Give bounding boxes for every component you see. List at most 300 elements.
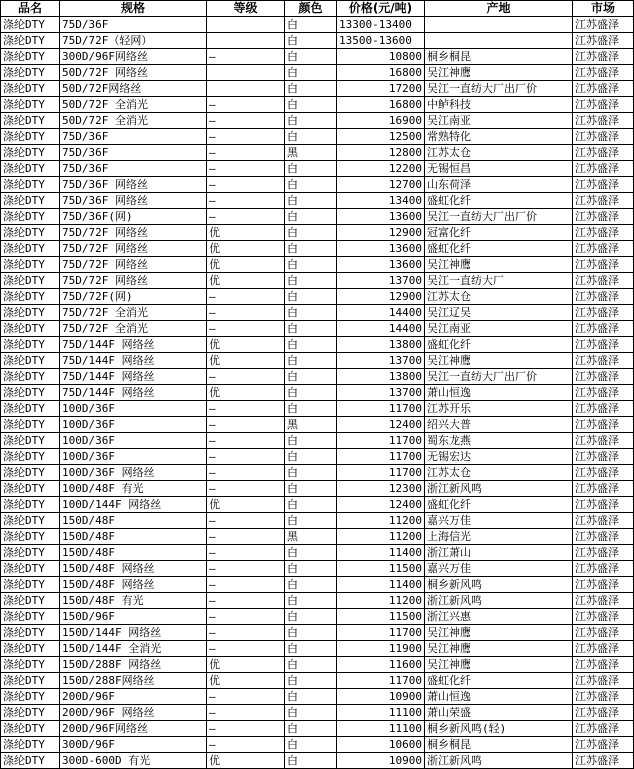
cell-color: 白	[285, 305, 337, 321]
cell-product: 涤纶DTY	[1, 401, 60, 417]
table-row	[1, 33, 634, 49]
cell-product: 涤纶DTY	[1, 657, 60, 673]
header-product: 品名	[1, 1, 60, 17]
cell-price: 11200	[337, 593, 425, 609]
table-row	[1, 209, 634, 225]
cell-origin: 中鲈科技	[425, 97, 573, 113]
cell-color: 白	[285, 65, 337, 81]
cell-price: 13600	[337, 209, 425, 225]
cell-grade: 优	[207, 673, 285, 689]
cell-spec: 150D/48F 有光	[60, 593, 207, 609]
cell-color: 白	[285, 353, 337, 369]
cell-product: 涤纶DTY	[1, 369, 60, 385]
cell-market: 江苏盛泽	[573, 113, 634, 129]
cell-product: 涤纶DTY	[1, 257, 60, 273]
cell-grade: 优	[207, 337, 285, 353]
cell-product: 涤纶DTY	[1, 609, 60, 625]
cell-product: 涤纶DTY	[1, 65, 60, 81]
cell-price: 11200	[337, 529, 425, 545]
header-market: 市场	[573, 1, 634, 17]
cell-product: 涤纶DTY	[1, 705, 60, 721]
header-spec: 规格	[60, 1, 207, 17]
table-row	[1, 353, 634, 369]
cell-price: 16800	[337, 65, 425, 81]
cell-origin: 吴江神鹰	[425, 625, 573, 641]
cell-grade: —	[207, 593, 285, 609]
cell-product: 涤纶DTY	[1, 625, 60, 641]
table-row	[1, 257, 634, 273]
header-price: 价格(元/吨)	[337, 1, 425, 17]
cell-grade	[207, 65, 285, 81]
cell-product: 涤纶DTY	[1, 673, 60, 689]
cell-color: 白	[285, 673, 337, 689]
cell-spec: 75D/72F（轻网）	[60, 33, 207, 49]
cell-market: 江苏盛泽	[573, 705, 634, 721]
table-row	[1, 609, 634, 625]
cell-grade: 优	[207, 657, 285, 673]
cell-color: 白	[285, 465, 337, 481]
cell-color: 白	[285, 385, 337, 401]
cell-color: 白	[285, 401, 337, 417]
cell-price: 12200	[337, 161, 425, 177]
table-row	[1, 273, 634, 289]
cell-origin: 盛虹化纤	[425, 673, 573, 689]
cell-market: 江苏盛泽	[573, 161, 634, 177]
cell-price: 16900	[337, 113, 425, 129]
cell-color: 黑	[285, 417, 337, 433]
cell-origin: 吴江辽吴	[425, 305, 573, 321]
cell-color: 白	[285, 129, 337, 145]
cell-color: 黑	[285, 529, 337, 545]
cell-price: 11700	[337, 465, 425, 481]
cell-spec: 150D/288F网络丝	[60, 673, 207, 689]
cell-grade: —	[207, 609, 285, 625]
table-row	[1, 289, 634, 305]
cell-color: 白	[285, 737, 337, 753]
cell-grade: —	[207, 401, 285, 417]
cell-origin: 吴江一直纺大厂出厂价	[425, 209, 573, 225]
cell-price: 10900	[337, 753, 425, 769]
cell-color: 白	[285, 257, 337, 273]
cell-origin: 吴江一直纺大厂出厂价	[425, 369, 573, 385]
cell-price: 12300	[337, 481, 425, 497]
cell-grade: —	[207, 369, 285, 385]
cell-price: 13300-13400	[337, 17, 425, 33]
cell-color: 白	[285, 241, 337, 257]
cell-origin: 盛虹化纤	[425, 241, 573, 257]
cell-spec: 75D/144F 网络丝	[60, 337, 207, 353]
cell-product: 涤纶DTY	[1, 737, 60, 753]
cell-market: 江苏盛泽	[573, 673, 634, 689]
cell-spec: 75D/36F 网络丝	[60, 193, 207, 209]
table-row	[1, 433, 634, 449]
cell-color: 白	[285, 337, 337, 353]
table-row	[1, 401, 634, 417]
cell-origin: 无锡恒昌	[425, 161, 573, 177]
cell-origin: 江苏太仓	[425, 145, 573, 161]
cell-product: 涤纶DTY	[1, 321, 60, 337]
table-row	[1, 225, 634, 241]
cell-spec: 150D/144F 网络丝	[60, 625, 207, 641]
cell-price: 11900	[337, 641, 425, 657]
cell-product: 涤纶DTY	[1, 113, 60, 129]
cell-price: 11400	[337, 545, 425, 561]
table-row	[1, 161, 634, 177]
cell-grade	[207, 81, 285, 97]
cell-origin: 嘉兴万佳	[425, 513, 573, 529]
cell-origin: 绍兴大普	[425, 417, 573, 433]
cell-price: 12900	[337, 225, 425, 241]
cell-color: 白	[285, 545, 337, 561]
cell-origin: 嘉兴万佳	[425, 561, 573, 577]
cell-product: 涤纶DTY	[1, 129, 60, 145]
cell-market: 江苏盛泽	[573, 497, 634, 513]
cell-spec: 75D/36F	[60, 145, 207, 161]
cell-price: 10600	[337, 737, 425, 753]
cell-spec: 50D/72F 全消光	[60, 113, 207, 129]
cell-grade: —	[207, 721, 285, 737]
header-row	[1, 1, 634, 17]
cell-market: 江苏盛泽	[573, 33, 634, 49]
cell-market: 江苏盛泽	[573, 737, 634, 753]
cell-origin: 蜀东龙燕	[425, 433, 573, 449]
cell-product: 涤纶DTY	[1, 497, 60, 513]
cell-spec: 75D/72F 全消光	[60, 305, 207, 321]
cell-origin: 盛虹化纤	[425, 193, 573, 209]
cell-market: 江苏盛泽	[573, 401, 634, 417]
cell-color: 白	[285, 721, 337, 737]
cell-spec: 100D/144F 网络丝	[60, 497, 207, 513]
table-row	[1, 17, 634, 33]
cell-spec: 75D/72F 网络丝	[60, 241, 207, 257]
cell-spec: 150D/144F 全消光	[60, 641, 207, 657]
header-color: 颜色	[285, 1, 337, 17]
cell-grade: —	[207, 513, 285, 529]
cell-market: 江苏盛泽	[573, 145, 634, 161]
table-row	[1, 65, 634, 81]
cell-product: 涤纶DTY	[1, 465, 60, 481]
cell-origin: 吴江神鹰	[425, 657, 573, 673]
cell-market: 江苏盛泽	[573, 529, 634, 545]
cell-price: 11700	[337, 433, 425, 449]
table-row	[1, 593, 634, 609]
cell-price: 12900	[337, 289, 425, 305]
cell-product: 涤纶DTY	[1, 545, 60, 561]
cell-grade: —	[207, 49, 285, 65]
cell-market: 江苏盛泽	[573, 209, 634, 225]
cell-product: 涤纶DTY	[1, 17, 60, 33]
cell-product: 涤纶DTY	[1, 177, 60, 193]
table-row	[1, 449, 634, 465]
cell-spec: 75D/144F 网络丝	[60, 385, 207, 401]
cell-spec: 150D/48F	[60, 513, 207, 529]
cell-spec: 100D/36F	[60, 449, 207, 465]
cell-market: 江苏盛泽	[573, 193, 634, 209]
cell-spec: 150D/48F	[60, 529, 207, 545]
cell-color: 白	[285, 321, 337, 337]
cell-origin: 吴江南亚	[425, 321, 573, 337]
cell-grade: —	[207, 113, 285, 129]
table-row	[1, 465, 634, 481]
cell-grade: 优	[207, 225, 285, 241]
cell-color: 白	[285, 369, 337, 385]
cell-product: 涤纶DTY	[1, 449, 60, 465]
table-row	[1, 641, 634, 657]
cell-market: 江苏盛泽	[573, 577, 634, 593]
table-row	[1, 369, 634, 385]
cell-spec: 75D/72F 网络丝	[60, 225, 207, 241]
table-row	[1, 497, 634, 513]
table-row	[1, 561, 634, 577]
cell-color: 白	[285, 193, 337, 209]
cell-origin: 浙江萧山	[425, 545, 573, 561]
cell-spec: 75D/36F(网)	[60, 209, 207, 225]
cell-market: 江苏盛泽	[573, 273, 634, 289]
cell-origin: 上海信光	[425, 529, 573, 545]
cell-price: 11700	[337, 449, 425, 465]
cell-spec: 200D/96F网络丝	[60, 721, 207, 737]
cell-origin: 浙江新风鸣	[425, 593, 573, 609]
cell-spec: 200D/96F 网络丝	[60, 705, 207, 721]
cell-market: 江苏盛泽	[573, 609, 634, 625]
cell-market: 江苏盛泽	[573, 81, 634, 97]
cell-origin: 常熟特化	[425, 129, 573, 145]
cell-product: 涤纶DTY	[1, 337, 60, 353]
cell-market: 江苏盛泽	[573, 721, 634, 737]
cell-origin: 桐乡新风鸣(轻)	[425, 721, 573, 737]
cell-grade: —	[207, 705, 285, 721]
cell-product: 涤纶DTY	[1, 305, 60, 321]
cell-market: 江苏盛泽	[573, 513, 634, 529]
cell-spec: 100D/48F 有光	[60, 481, 207, 497]
cell-market: 江苏盛泽	[573, 593, 634, 609]
cell-price: 11700	[337, 401, 425, 417]
cell-origin: 江苏开乐	[425, 401, 573, 417]
cell-grade: —	[207, 161, 285, 177]
cell-origin: 盛虹化纤	[425, 497, 573, 513]
cell-color: 白	[285, 689, 337, 705]
cell-market: 江苏盛泽	[573, 257, 634, 273]
cell-market: 江苏盛泽	[573, 337, 634, 353]
cell-grade: 优	[207, 753, 285, 769]
cell-origin: 吴江神鹰	[425, 353, 573, 369]
cell-origin: 浙江兴惠	[425, 609, 573, 625]
table-row	[1, 97, 634, 113]
cell-product: 涤纶DTY	[1, 641, 60, 657]
table-row	[1, 321, 634, 337]
cell-market: 江苏盛泽	[573, 561, 634, 577]
cell-spec: 50D/72F 全消光	[60, 97, 207, 113]
cell-price: 11100	[337, 705, 425, 721]
table-row	[1, 753, 634, 769]
cell-spec: 150D/48F 网络丝	[60, 561, 207, 577]
cell-color: 白	[285, 625, 337, 641]
cell-market: 江苏盛泽	[573, 321, 634, 337]
cell-product: 涤纶DTY	[1, 353, 60, 369]
cell-grade	[207, 33, 285, 49]
cell-product: 涤纶DTY	[1, 385, 60, 401]
cell-market: 江苏盛泽	[573, 641, 634, 657]
cell-price: 12700	[337, 177, 425, 193]
cell-color: 白	[285, 113, 337, 129]
cell-color: 白	[285, 433, 337, 449]
cell-product: 涤纶DTY	[1, 721, 60, 737]
cell-product: 涤纶DTY	[1, 161, 60, 177]
cell-grade: —	[207, 97, 285, 113]
cell-product: 涤纶DTY	[1, 241, 60, 257]
cell-color: 白	[285, 449, 337, 465]
cell-market: 江苏盛泽	[573, 481, 634, 497]
cell-grade: —	[207, 625, 285, 641]
cell-market: 江苏盛泽	[573, 17, 634, 33]
table-row	[1, 513, 634, 529]
cell-spec: 75D/36F	[60, 161, 207, 177]
cell-product: 涤纶DTY	[1, 209, 60, 225]
cell-spec: 300D/96F	[60, 737, 207, 753]
cell-market: 江苏盛泽	[573, 353, 634, 369]
cell-color: 黑	[285, 145, 337, 161]
table-row	[1, 145, 634, 161]
cell-market: 江苏盛泽	[573, 385, 634, 401]
cell-origin: 吴江一直纺大厂	[425, 273, 573, 289]
cell-color: 白	[285, 273, 337, 289]
cell-product: 涤纶DTY	[1, 753, 60, 769]
cell-spec: 100D/36F 网络丝	[60, 465, 207, 481]
cell-spec: 100D/36F	[60, 417, 207, 433]
cell-price: 16800	[337, 97, 425, 113]
cell-spec: 75D/72F 网络丝	[60, 257, 207, 273]
cell-origin: 无锡宏达	[425, 449, 573, 465]
cell-product: 涤纶DTY	[1, 193, 60, 209]
cell-product: 涤纶DTY	[1, 593, 60, 609]
table-row	[1, 705, 634, 721]
table-row	[1, 113, 634, 129]
cell-color: 白	[285, 17, 337, 33]
cell-origin: 萧山荣盛	[425, 705, 573, 721]
cell-origin	[425, 33, 573, 49]
table-row	[1, 657, 634, 673]
table-row	[1, 737, 634, 753]
cell-grade: —	[207, 465, 285, 481]
cell-grade: —	[207, 737, 285, 753]
cell-spec: 150D/96F	[60, 609, 207, 625]
table-row	[1, 385, 634, 401]
cell-grade: —	[207, 641, 285, 657]
table-row	[1, 241, 634, 257]
cell-grade: —	[207, 561, 285, 577]
cell-product: 涤纶DTY	[1, 481, 60, 497]
cell-color: 白	[285, 97, 337, 113]
cell-grade: —	[207, 145, 285, 161]
cell-spec: 75D/144F 网络丝	[60, 369, 207, 385]
cell-color: 白	[285, 225, 337, 241]
table-row	[1, 673, 634, 689]
cell-market: 江苏盛泽	[573, 417, 634, 433]
cell-product: 涤纶DTY	[1, 49, 60, 65]
cell-product: 涤纶DTY	[1, 513, 60, 529]
table-row	[1, 721, 634, 737]
cell-price: 10900	[337, 689, 425, 705]
header-origin: 产地	[425, 1, 573, 17]
cell-price: 11500	[337, 561, 425, 577]
cell-price: 14400	[337, 305, 425, 321]
cell-price: 13600	[337, 241, 425, 257]
cell-product: 涤纶DTY	[1, 33, 60, 49]
cell-spec: 100D/36F	[60, 433, 207, 449]
table-row	[1, 177, 634, 193]
cell-price: 11700	[337, 625, 425, 641]
cell-market: 江苏盛泽	[573, 657, 634, 673]
cell-product: 涤纶DTY	[1, 289, 60, 305]
cell-product: 涤纶DTY	[1, 689, 60, 705]
cell-market: 江苏盛泽	[573, 449, 634, 465]
cell-price: 11200	[337, 513, 425, 529]
cell-price: 12500	[337, 129, 425, 145]
cell-origin: 江苏太仓	[425, 465, 573, 481]
cell-origin: 江苏太仓	[425, 289, 573, 305]
cell-grade: —	[207, 449, 285, 465]
cell-grade: 优	[207, 353, 285, 369]
cell-color: 白	[285, 641, 337, 657]
cell-origin: 桐乡桐昆	[425, 49, 573, 65]
cell-price: 13700	[337, 385, 425, 401]
cell-color: 白	[285, 705, 337, 721]
cell-origin: 桐乡桐昆	[425, 737, 573, 753]
cell-spec: 150D/288F 网络丝	[60, 657, 207, 673]
cell-market: 江苏盛泽	[573, 289, 634, 305]
cell-grade: —	[207, 321, 285, 337]
cell-grade: 优	[207, 273, 285, 289]
cell-market: 江苏盛泽	[573, 177, 634, 193]
cell-spec: 75D/36F	[60, 17, 207, 33]
cell-price: 12400	[337, 417, 425, 433]
cell-grade: 优	[207, 385, 285, 401]
table-row	[1, 545, 634, 561]
cell-grade: —	[207, 417, 285, 433]
cell-market: 江苏盛泽	[573, 689, 634, 705]
cell-price: 13700	[337, 273, 425, 289]
cell-spec: 300D/96F网络丝	[60, 49, 207, 65]
cell-color: 白	[285, 161, 337, 177]
cell-color: 白	[285, 481, 337, 497]
cell-product: 涤纶DTY	[1, 433, 60, 449]
cell-market: 江苏盛泽	[573, 625, 634, 641]
cell-origin: 山东荷泽	[425, 177, 573, 193]
cell-product: 涤纶DTY	[1, 577, 60, 593]
cell-origin: 浙江新风鸣	[425, 481, 573, 497]
cell-spec: 75D/72F(网)	[60, 289, 207, 305]
cell-market: 江苏盛泽	[573, 545, 634, 561]
table-row	[1, 577, 634, 593]
cell-spec: 150D/48F	[60, 545, 207, 561]
table-row	[1, 305, 634, 321]
cell-grade: —	[207, 545, 285, 561]
cell-product: 涤纶DTY	[1, 81, 60, 97]
cell-spec: 75D/36F 网络丝	[60, 177, 207, 193]
cell-grade: 优	[207, 241, 285, 257]
cell-market: 江苏盛泽	[573, 369, 634, 385]
table-row	[1, 481, 634, 497]
cell-color: 白	[285, 577, 337, 593]
cell-price: 11500	[337, 609, 425, 625]
cell-price: 13700	[337, 353, 425, 369]
cell-product: 涤纶DTY	[1, 145, 60, 161]
cell-grade: —	[207, 129, 285, 145]
cell-grade: 优	[207, 497, 285, 513]
cell-spec: 150D/48F 网络丝	[60, 577, 207, 593]
cell-color: 白	[285, 49, 337, 65]
cell-price: 11100	[337, 721, 425, 737]
